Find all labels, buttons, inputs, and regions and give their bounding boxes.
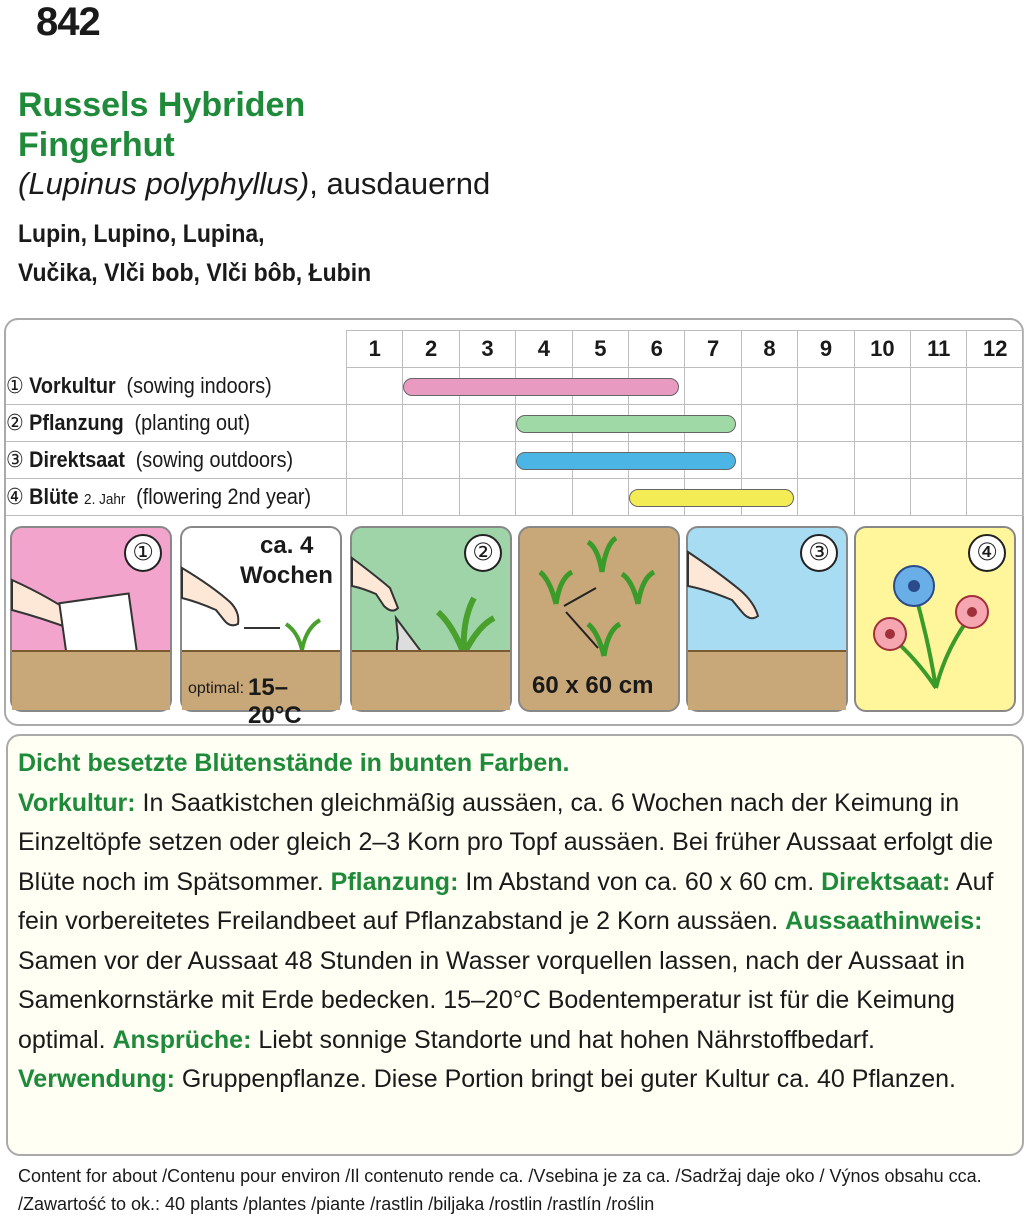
instructions (18, 784, 1008, 1100)
hinweis-text: Samen vor der Aussaat 48 Stunden in Wasser vorquellen lassen, nach der Aussaat in Samenkornstärke mit Erde bedecken. 15–20°C Bodentemperatur ist für die Keimung optimal. (18, 946, 965, 1054)
month-header-row (6, 331, 1024, 368)
step-3-marker: ③ (800, 534, 838, 572)
calendar-row-3 (6, 442, 1024, 479)
month-cell (516, 405, 572, 442)
hinweis-label: Aussaathinweis: (785, 907, 983, 935)
row-note: (planting out) (134, 410, 251, 435)
month-4: 4 (516, 331, 572, 368)
translated-names-2: Vučika, Vlči bob, Vlči bôb, Łubin (18, 259, 372, 287)
step-2-marker: ② (464, 534, 502, 572)
month-cell (741, 479, 797, 516)
month-cell (967, 368, 1024, 405)
month-3: 3 (459, 331, 515, 368)
germination-time-1: ca. 4 (260, 532, 314, 559)
month-2: 2 (403, 331, 459, 368)
row-label: Direktsaat (29, 447, 125, 472)
month-cell (346, 368, 402, 405)
row-note: (sowing outdoors) (135, 447, 294, 472)
product-code: 842 (36, 0, 100, 44)
month-cell (629, 442, 685, 479)
month-1: 1 (346, 331, 402, 368)
row-marker: ① (6, 372, 24, 398)
direktsaat-text: Auf fein vorbereitetes Freilandbeet auf Pflanzabstand je 2 Korn aussäen. (18, 867, 994, 935)
month-8: 8 (741, 331, 797, 368)
translated-names-1: Lupin, Lupino, Lupina, (18, 220, 265, 248)
month-cell (911, 479, 967, 516)
row-sublabel: 2. Jahr (84, 491, 126, 508)
sowing-calendar (6, 330, 1024, 516)
content-amount-footer: Content for about /Contenu pour environ /Il contenuto rende ca. /Vsebina je za ca. /Sadržaj daje oko / Výnos obsahu cca. /Zawartość to ok.: 40 plants /plantes /piante /rastlin /biljaka /rostlin /rastlín /roślin (18, 1166, 982, 1214)
latin-name: (Lupinus polyphyllus) (18, 166, 310, 201)
soil (12, 650, 170, 710)
calendar-row-label (6, 405, 346, 442)
ansprueche-text: Liebt sonnige Standorte und hat hohen Nährstoffbedarf. (251, 1025, 875, 1054)
vorkultur-text: In Saatkistchen gleichmäßig aussäen, ca. 6 Wochen nach der Keimung in Einzeltöpfe setzen oder gleich 2–3 Korn pro Topf aussäen. Bei früher Aussaat erfolgt die Blüte noch im Spätsommer. (18, 788, 994, 896)
row-note: (flowering 2nd year) (136, 484, 312, 509)
latin-suffix: , ausdauernd (309, 166, 491, 201)
month-cell (572, 368, 628, 405)
calendar-row-label-inner (6, 410, 250, 436)
latin-name-line (18, 166, 490, 202)
month-cell (967, 479, 1024, 516)
month-cell (854, 405, 910, 442)
month-cell (516, 479, 572, 516)
month-cell (572, 442, 628, 479)
tile-planting-out (350, 526, 512, 712)
row-marker: ② (6, 410, 24, 435)
germination-time-2: Wochen (240, 562, 333, 589)
month-7: 7 (685, 331, 741, 368)
pflanzung-label: Pflanzung: (330, 867, 459, 896)
optimal-temperature: 15–20°C (248, 674, 302, 729)
calendar-row-2 (6, 405, 1024, 442)
soil (688, 650, 846, 710)
plant-name: Fingerhut (18, 126, 175, 164)
step-4-marker: ④ (968, 534, 1006, 572)
month-cell (685, 479, 741, 516)
month-cell (911, 405, 967, 442)
ansprueche-label: Ansprüche: (112, 1025, 252, 1054)
calendar-row-label-inner (6, 373, 272, 399)
row-label: Pflanzung (29, 410, 124, 435)
calendar-row-4 (6, 479, 1024, 516)
row-marker: ③ (6, 447, 24, 472)
month-cell (741, 405, 797, 442)
row-label: Vorkultur (29, 372, 116, 398)
headline: Dicht besetzte Blütenstände in bunten Farben. (18, 749, 570, 777)
month-6: 6 (629, 331, 685, 368)
row-label: Blüte (29, 484, 79, 509)
tile-sowing-indoors (10, 526, 172, 712)
spacing-label: 60 x 60 cm (532, 672, 654, 699)
month-cell (403, 368, 459, 405)
month-cell (459, 405, 515, 442)
month-cell (346, 405, 402, 442)
variety-title: Russels Hybriden (18, 86, 306, 124)
calendar-row-1 (6, 368, 1024, 405)
vorkultur-label: Vorkultur: (18, 788, 136, 817)
month-cell (516, 368, 572, 405)
month-cell (685, 442, 741, 479)
month-cell (854, 442, 910, 479)
month-cell (459, 442, 515, 479)
tile-spacing (518, 526, 680, 712)
optimal-label: optimal: (188, 680, 245, 697)
month-cell (911, 442, 967, 479)
month-cell (403, 405, 459, 442)
month-cell (967, 442, 1024, 479)
pflanzung-text: Im Abstand von ca. 60 x 60 cm. (458, 867, 822, 896)
month-cell (629, 405, 685, 442)
month-cell (741, 442, 797, 479)
month-cell (346, 479, 402, 516)
verwendung-label: Verwendung: (18, 1065, 175, 1093)
month-cell (572, 479, 628, 516)
month-cell (403, 442, 459, 479)
month-5: 5 (572, 331, 628, 368)
month-cell (459, 479, 515, 516)
month-cell (798, 442, 854, 479)
tile-sowing-outdoors (686, 526, 848, 712)
row-note: (sowing indoors) (126, 372, 272, 398)
month-cell (629, 479, 685, 516)
verwendung-text: Gruppenpflanze. Diese Portion bringt bei guter Kultur ca. 40 Pflanzen. (174, 1065, 956, 1093)
month-cell (854, 479, 910, 516)
month-cell (741, 368, 797, 405)
calendar-row-label (6, 479, 346, 516)
month-cell (854, 368, 910, 405)
row-marker: ④ (6, 484, 24, 509)
direktsaat-label: Direktsaat: (821, 867, 951, 896)
month-cell (798, 479, 854, 516)
month-9: 9 (798, 331, 854, 368)
month-cell (572, 405, 628, 442)
calendar-row-label (6, 442, 346, 479)
month-cell (403, 479, 459, 516)
calendar-row-label-inner (6, 447, 293, 473)
month-cell (459, 368, 515, 405)
tile-germination (180, 526, 342, 729)
step-1-marker: ① (124, 534, 162, 572)
calendar-row-label (6, 368, 346, 405)
month-11: 11 (911, 331, 967, 368)
month-cell (685, 405, 741, 442)
month-cell (798, 405, 854, 442)
soil (352, 650, 510, 710)
month-cell (798, 368, 854, 405)
month-12: 12 (967, 331, 1024, 368)
month-cell (911, 368, 967, 405)
flowers-icon (856, 528, 1014, 710)
month-cell (967, 405, 1024, 442)
month-cell (685, 368, 741, 405)
description-text (18, 744, 1008, 1100)
tile-flowering (854, 526, 1016, 712)
month-cell (346, 442, 402, 479)
month-10: 10 (854, 331, 910, 368)
month-cell (516, 442, 572, 479)
month-cell (629, 368, 685, 405)
calendar-row-label-inner (6, 484, 311, 510)
